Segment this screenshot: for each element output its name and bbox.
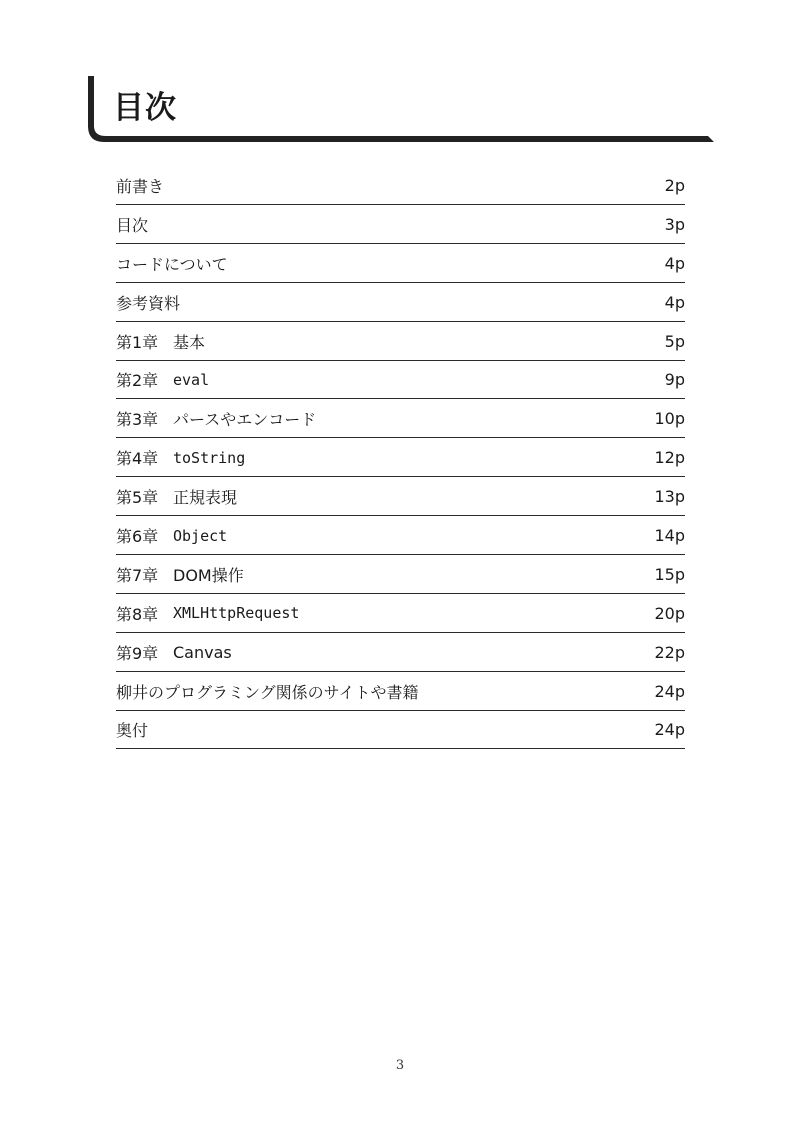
toc-entry xyxy=(116,330,205,353)
toc-chapter: 第4章 xyxy=(116,449,159,469)
heading-frame xyxy=(84,76,714,144)
toc-entry xyxy=(116,718,148,741)
toc-title: XMLHttpRequest xyxy=(173,604,300,623)
toc-row[interactable] xyxy=(116,673,685,711)
toc-title: toString xyxy=(173,448,246,467)
toc-title: 正規表現 xyxy=(173,488,238,508)
toc-chapter: 第6章 xyxy=(116,527,159,547)
toc-row[interactable] xyxy=(116,284,685,322)
toc-row[interactable] xyxy=(116,361,685,399)
page-number: 3 xyxy=(395,1058,405,1073)
toc-chapter: 第8章 xyxy=(116,604,159,624)
toc-row[interactable] xyxy=(116,517,685,555)
toc-row[interactable] xyxy=(116,245,685,283)
toc-row[interactable] xyxy=(116,478,685,516)
table-of-contents xyxy=(116,167,685,749)
toc-page: 5p xyxy=(664,331,685,351)
toc-title: DOM操作 xyxy=(173,565,244,585)
heading-bracket-decoration xyxy=(84,76,714,144)
toc-chapter: 第1章 xyxy=(116,332,159,352)
toc-page: 24p xyxy=(654,681,685,701)
toc-title: 参考資料 xyxy=(116,293,181,313)
toc-page: 4p xyxy=(664,292,685,312)
toc-entry xyxy=(116,485,237,508)
toc-row[interactable] xyxy=(116,711,685,749)
toc-entry xyxy=(116,446,245,469)
toc-title: パースやエンコード xyxy=(173,410,317,430)
toc-page: 20p xyxy=(654,603,685,623)
toc-row[interactable] xyxy=(116,595,685,633)
toc-chapter: 第3章 xyxy=(116,410,159,430)
toc-entry xyxy=(116,368,209,391)
toc-page: 13p xyxy=(654,487,685,507)
toc-page: 15p xyxy=(654,564,685,584)
toc-page: 22p xyxy=(654,642,685,662)
toc-row[interactable] xyxy=(116,634,685,672)
toc-row[interactable] xyxy=(116,439,685,477)
toc-title: 目次 xyxy=(116,215,149,235)
toc-title: 基本 xyxy=(173,332,206,352)
toc-row[interactable] xyxy=(116,400,685,438)
toc-entry xyxy=(116,174,164,197)
toc-page: 3p xyxy=(664,214,685,234)
toc-entry xyxy=(116,252,228,275)
toc-entry xyxy=(116,524,227,547)
toc-entry xyxy=(116,213,148,236)
toc-page: 4p xyxy=(664,253,685,273)
toc-page: 14p xyxy=(654,526,685,546)
toc-title: 奥付 xyxy=(116,721,149,741)
page-title: 目次 xyxy=(113,90,177,126)
toc-page: 9p xyxy=(664,370,685,390)
toc-row[interactable] xyxy=(116,556,685,594)
toc-entry xyxy=(116,291,180,314)
toc-row[interactable] xyxy=(116,206,685,244)
toc-title: コードについて xyxy=(116,254,228,274)
toc-chapter: 第2章 xyxy=(116,371,159,391)
toc-title: 柳井のプログラミング関係のサイトや書籍 xyxy=(116,682,419,702)
toc-row[interactable] xyxy=(116,323,685,361)
toc-row[interactable] xyxy=(116,167,685,205)
toc-entry xyxy=(116,602,299,625)
toc-title: eval xyxy=(173,370,210,389)
toc-entry xyxy=(116,563,244,586)
toc-page: 12p xyxy=(654,448,685,468)
toc-entry xyxy=(116,407,316,430)
toc-title: Object xyxy=(173,526,228,545)
toc-chapter: 第9章 xyxy=(116,643,159,663)
toc-page: 10p xyxy=(654,409,685,429)
toc-entry xyxy=(116,680,419,703)
toc-page: 2p xyxy=(664,176,685,195)
toc-chapter: 第5章 xyxy=(116,488,159,508)
toc-title: 前書き xyxy=(116,177,165,196)
toc-chapter: 第7章 xyxy=(116,565,159,585)
toc-entry xyxy=(116,641,232,664)
toc-title: Canvas xyxy=(173,642,232,662)
toc-page: 24p xyxy=(654,720,685,740)
